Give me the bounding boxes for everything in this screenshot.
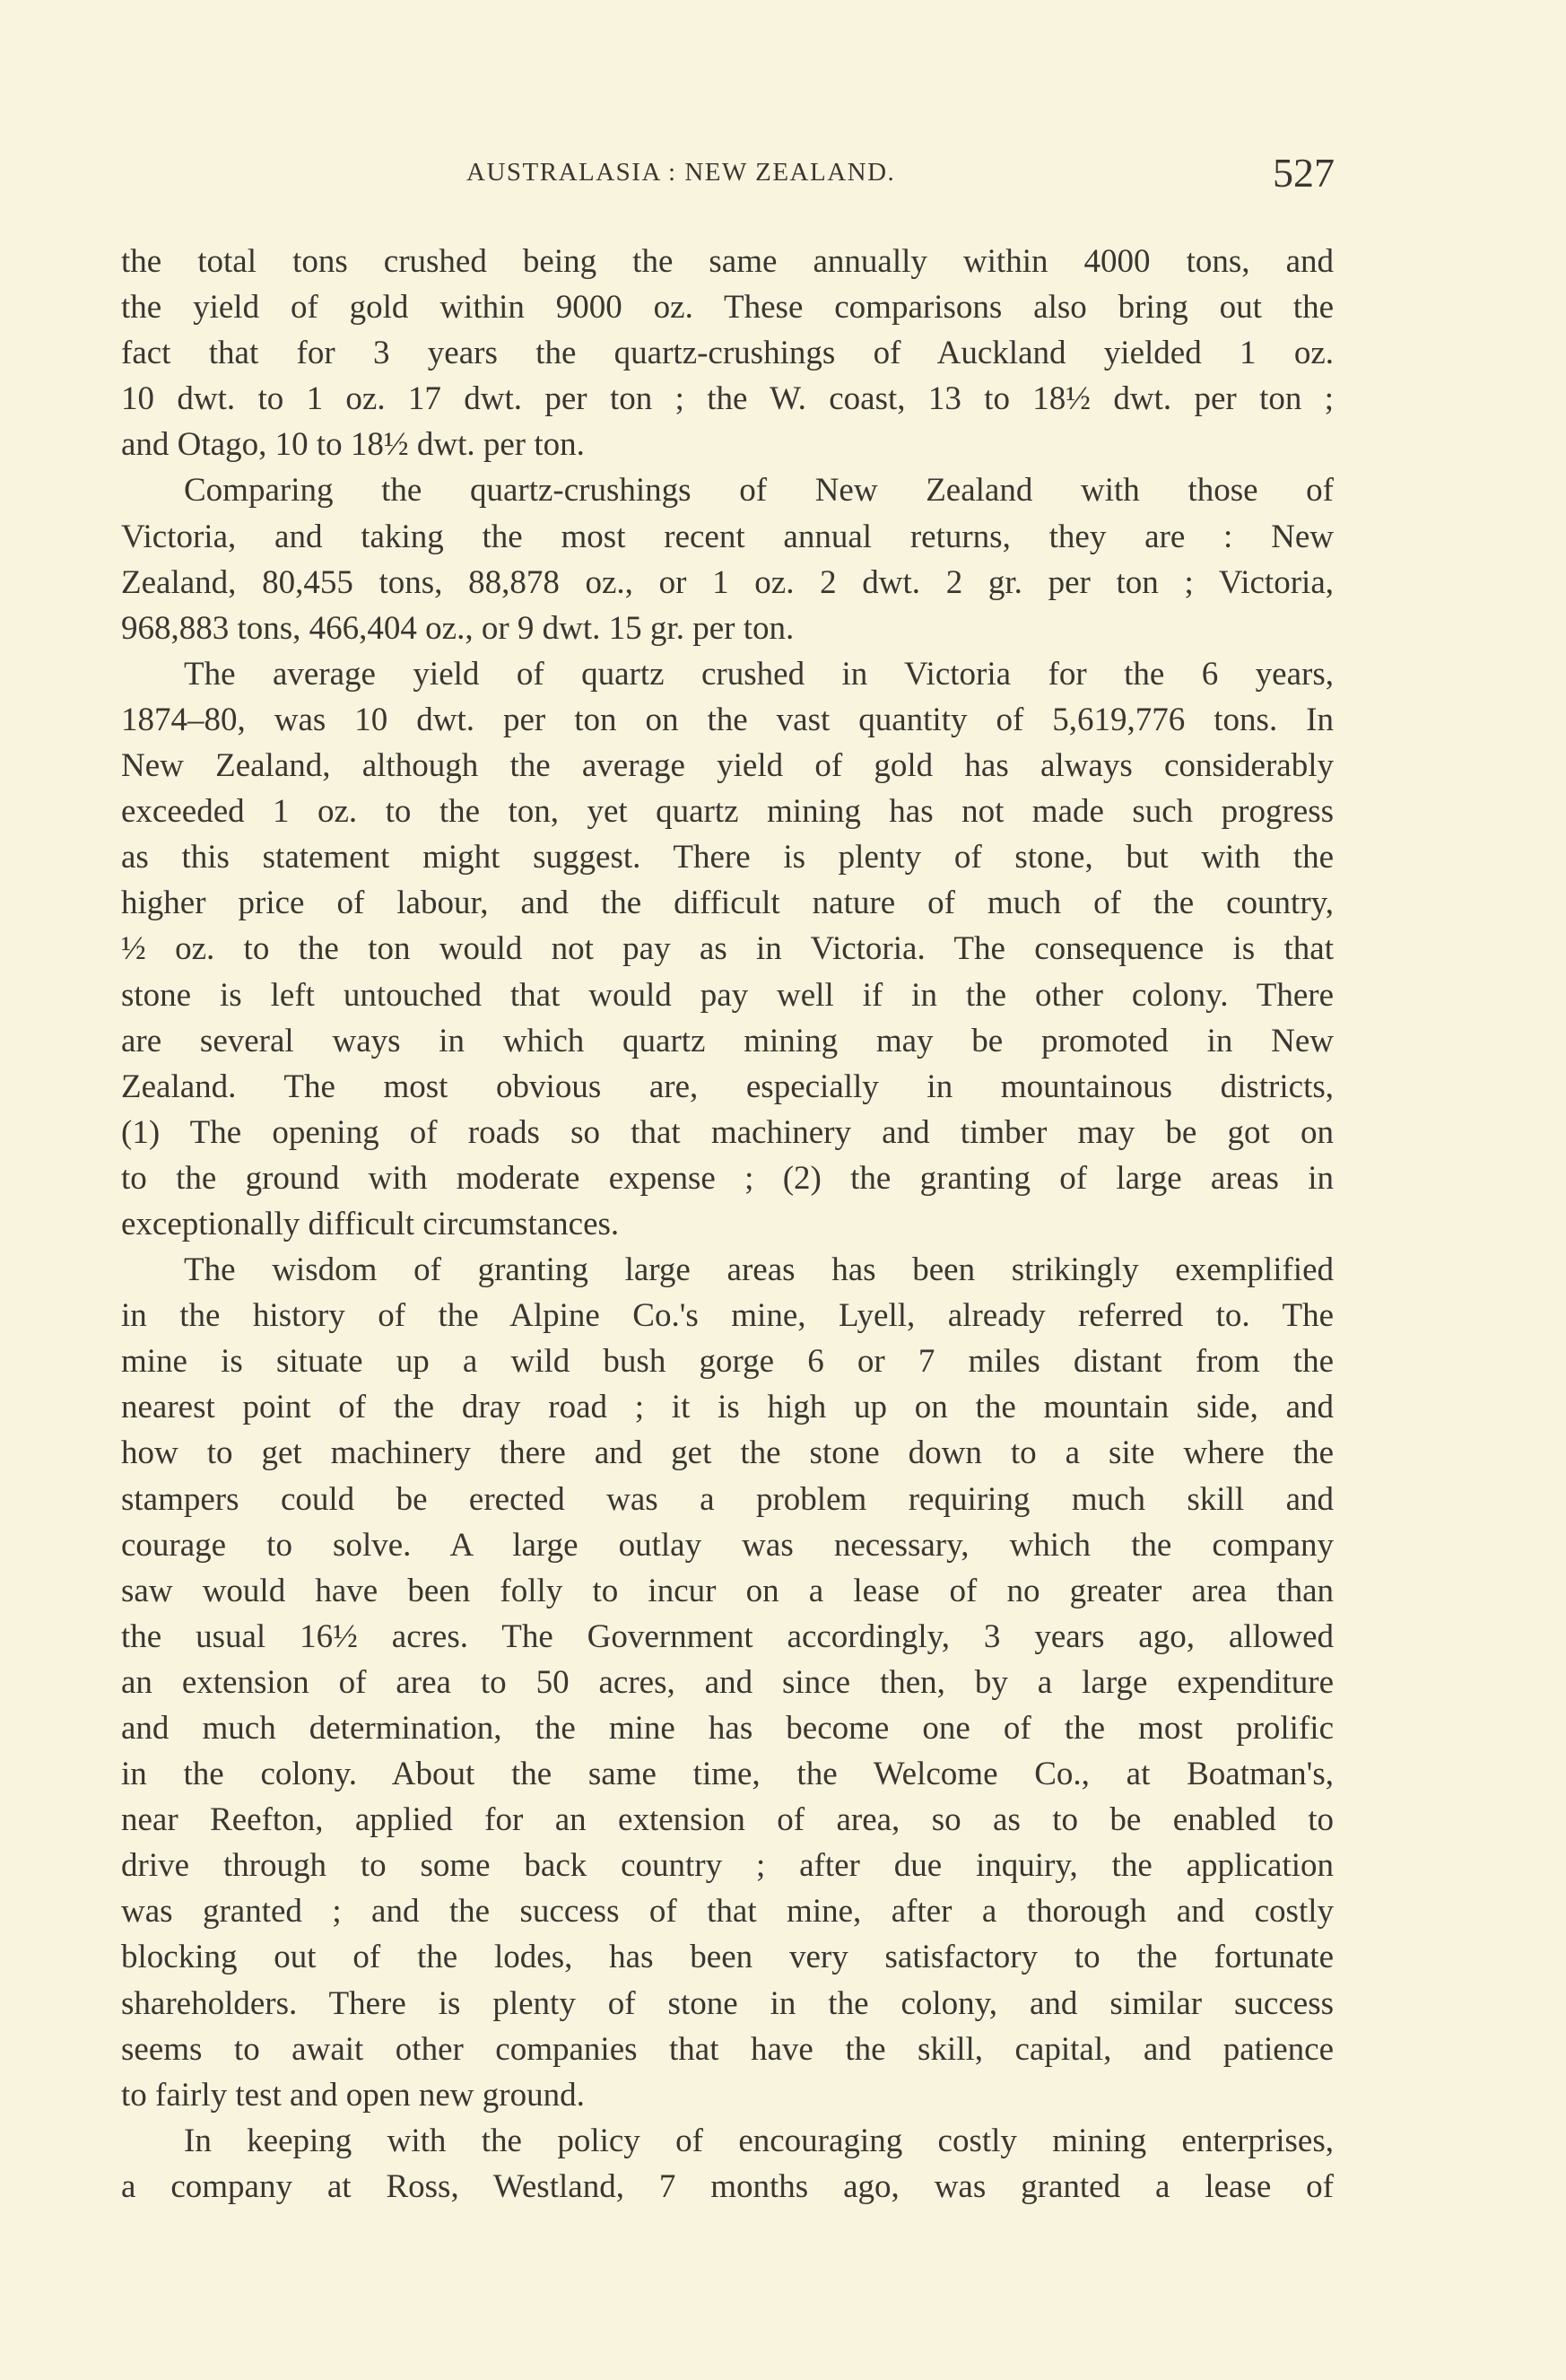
text-line: to the ground with moderate expense ; (2) the granting of large areas in (121, 1159, 1334, 1197)
text-line: The wisdom of granting large areas has been strikingly exemplified (184, 1251, 1334, 1289)
text-line: the yield of gold within 9000 oz. These comparisons also bring out the (121, 289, 1334, 327)
text-line: near Reefton, applied for an extension of area, so as to be enabled to (121, 1801, 1334, 1839)
body-text (121, 239, 1334, 2210)
text-line: and much determination, the mine has become one of the most prolific (121, 1710, 1334, 1747)
text-line: courage to solve. A large outlay was necessary, which the company (121, 1526, 1334, 1564)
text-line: Victoria, and taking the most recent annual returns, they are : New (121, 518, 1334, 555)
text-line: stampers could be erected was a problem requiring much skill and (121, 1480, 1334, 1518)
text-line: to fairly test and open new ground. (121, 2076, 585, 2114)
paragraph (121, 239, 1334, 467)
text-line: Zealand, 80,455 tons, 88,878 oz., or 1 oz. 2 dwt. 2 gr. per ton ; Victoria, (121, 563, 1334, 601)
text-line: 10 dwt. to 1 oz. 17 dwt. per ton ; the W. coast, 13 to 18½ dwt. per ton ; (121, 380, 1334, 418)
text-line: In keeping with the policy of encouraging costly mining enterprises, (184, 2122, 1334, 2159)
paragraph (121, 467, 1334, 650)
text-line: a company at Ross, Westland, 7 months ago, was granted a lease of (121, 2167, 1334, 2205)
text-line: shareholders. There is plenty of stone in the colony, and similar success (121, 1984, 1334, 2022)
text-line: 1874–80, was 10 dwt. per ton on the vast quantity of 5,619,776 tons. In (121, 701, 1334, 738)
text-line: are several ways in which quartz mining may be promoted in New (121, 1022, 1334, 1059)
text-line: the total tons crushed being the same annually within 4000 tons, and (121, 243, 1334, 280)
text-line: exceptionally difficult circumstances. (121, 1205, 620, 1242)
page-header (0, 150, 1566, 199)
running-title: AUSTRALASIA : NEW ZEALAND. (466, 158, 896, 187)
text-line: New Zealand, although the average yield of gold has always considerably (121, 747, 1334, 785)
text-line: ½ oz. to the ton would not pay as in Victoria. The consequence is that (121, 930, 1334, 968)
text-line: and Otago, 10 to 18½ dwt. per ton. (121, 426, 585, 464)
paragraph (121, 651, 1334, 1247)
text-line: how to get machinery there and get the stone down to a site where the (121, 1434, 1334, 1472)
text-line: Zealand. The most obvious are, especially in mountainous districts, (121, 1068, 1334, 1105)
text-line: drive through to some back country ; after due inquiry, the application (121, 1847, 1334, 1885)
text-line: an extension of area to 50 acres, and since then, by a large expenditure (121, 1663, 1334, 1701)
text-line: was granted ; and the success of that mine, after a thorough and costly (121, 1893, 1334, 1931)
paragraph (121, 2118, 1334, 2210)
text-line: stone is left untouched that would pay well if in the other colony. There (121, 976, 1334, 1014)
text-line: The average yield of quartz crushed in Victoria for the 6 years, (184, 655, 1334, 693)
text-line: exceeded 1 oz. to the ton, yet quartz mining has not made such progress (121, 793, 1334, 831)
text-line: higher price of labour, and the difficult nature of much of the country, (121, 885, 1334, 922)
text-line: fact that for 3 years the quartz-crushings of Auckland yielded 1 oz. (121, 335, 1334, 372)
text-line: Comparing the quartz-crushings of New Zealand with those of (184, 472, 1334, 510)
text-line: mine is situate up a wild bush gorge 6 or 7 miles distant from the (121, 1343, 1334, 1381)
text-line: saw would have been folly to incur on a lease of no greater area than (121, 1572, 1334, 1609)
text-line: blocking out of the lodes, has been very satisfactory to the fortunate (121, 1939, 1334, 1976)
text-line: as this statement might suggest. There is plenty of stone, but with the (121, 839, 1334, 876)
text-line: the usual 16½ acres. The Government accordingly, 3 years ago, allowed (121, 1617, 1334, 1655)
text-line: in the colony. About the same time, the Welcome Co., at Boatman's, (121, 1756, 1334, 1793)
text-line: (1) The opening of roads so that machinery and timber may be got on (121, 1113, 1334, 1151)
text-line: seems to await other companies that have the skill, capital, and patience (121, 2030, 1334, 2068)
paragraph (121, 1247, 1334, 2118)
page-number: 527 (1273, 150, 1335, 196)
text-line: 968,883 tons, 466,404 oz., or 9 dwt. 15 gr. per ton. (121, 609, 795, 647)
text-line: nearest point of the dray road ; it is high up on the mountain side, and (121, 1389, 1334, 1426)
text-line: in the history of the Alpine Co.'s mine, Lyell, already referred to. The (121, 1297, 1334, 1335)
